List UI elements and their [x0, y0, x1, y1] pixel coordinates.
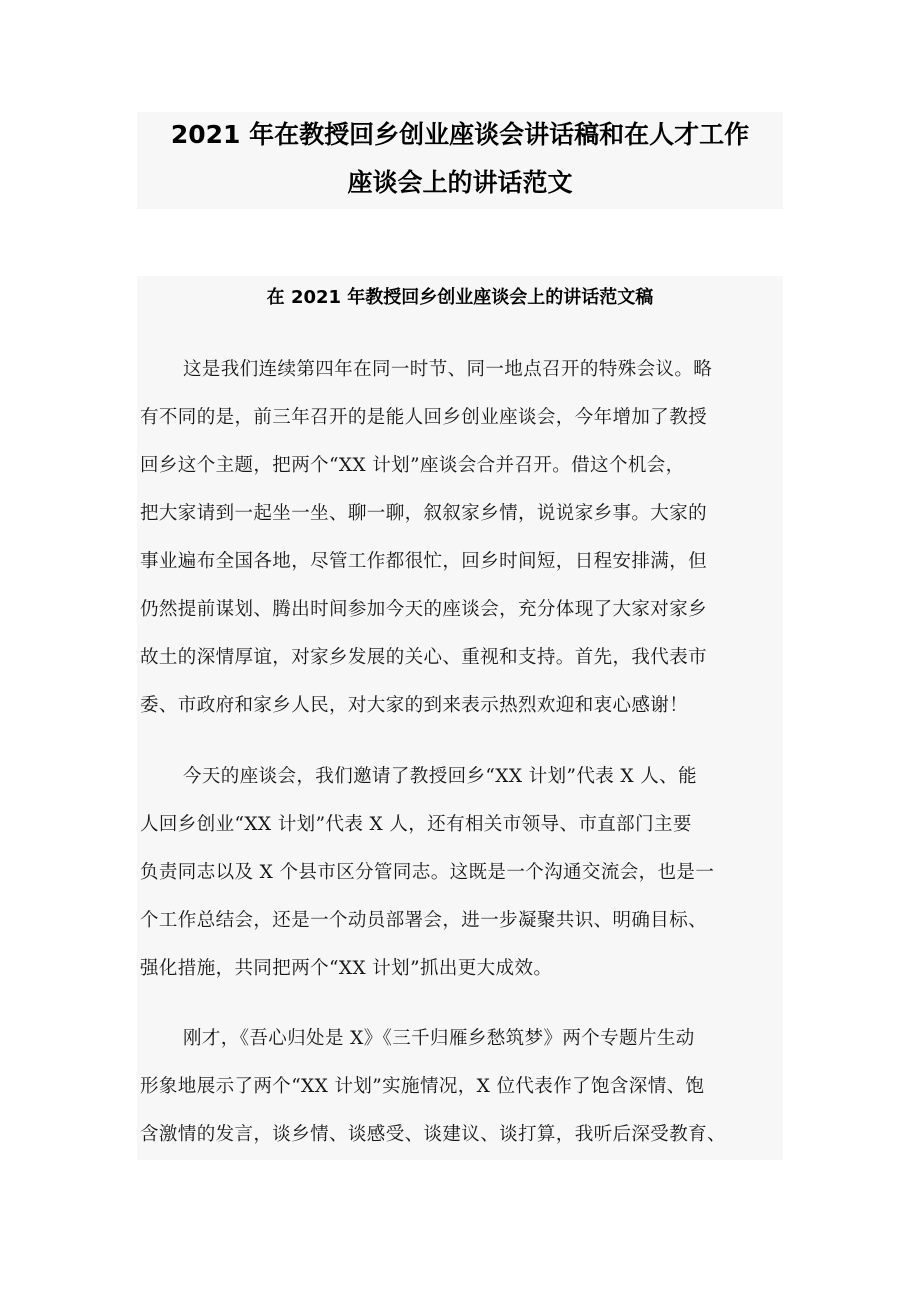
document-title [137, 112, 783, 209]
title-line-2: 座谈会上的讲话范文 [347, 168, 573, 197]
paragraph-2-line-1: 今天的座谈会，我们邀请了教授回乡“XX 计划”代表 X 人、能 [183, 766, 697, 787]
paragraph-1-line-8: 委、市政府和家乡人民，对大家的到来表示热烈欢迎和衷心感谢！ [140, 695, 689, 716]
paragraph-3-line-3: 含激情的发言，谈乡情、谈感受、谈建议、谈打算，我听后深受教育、 [140, 1124, 726, 1145]
title-line-1: 2021 年在教授回乡创业座谈会讲话稿和在人才工作 [170, 120, 750, 149]
paragraph-1-line-2: 有不同的是，前三年召开的是能人回乡创业座谈会，今年增加了教授 [140, 407, 708, 428]
paragraph-1-line-5: 事业遍布全国各地，尽管工作都很忙，回乡时间短，日程安排满，但 [140, 551, 708, 572]
paragraph-1-line-1: 这是我们连续第四年在同一时节、同一地点召开的特殊会议。略 [183, 359, 713, 380]
paragraph-2-line-3: 负责同志以及 X 个县市区分管同志。这既是一个沟通交流会，也是一 [140, 862, 715, 883]
paragraph-1-line-4: 把大家请到一起坐一坐、聊一聊，叙叙家乡情，说说家乡事。大家的 [140, 503, 708, 524]
speech-body [137, 276, 783, 1160]
paragraph-3-line-1: 刚才，《吾心归处是 X》《三千归雁乡愁筑梦》两个专题片生动 [183, 1028, 695, 1049]
paragraph-1-line-6: 仍然提前谋划、腾出时间参加今天的座谈会，充分体现了大家对家乡 [140, 599, 708, 620]
paragraph-1-line-3: 回乡这个主题，把两个“XX 计划”座谈会合并召开。借这个机会， [140, 455, 685, 476]
paragraph-2-line-4: 个工作总结会，还是一个动员部署会，进一步凝聚共识、明确目标、 [140, 910, 708, 931]
speech-subtitle: 在 2021 年教授回乡创业座谈会上的讲话范文稿 [266, 287, 654, 308]
paragraph-3-line-2: 形象地展示了两个“XX 计划”实施情况，X 位代表作了饱含深情、饱 [140, 1076, 705, 1097]
paragraph-1-line-7: 故土的深情厚谊，对家乡发展的关心、重视和支持。首先，我代表市 [140, 647, 708, 668]
paragraph-2-line-2: 人回乡创业“XX 计划”代表 X 人，还有相关市领导、市直部门主要 [140, 814, 692, 835]
paragraph-2-line-5: 强化措施，共同把两个“XX 计划”抓出更大成效。 [140, 958, 553, 979]
